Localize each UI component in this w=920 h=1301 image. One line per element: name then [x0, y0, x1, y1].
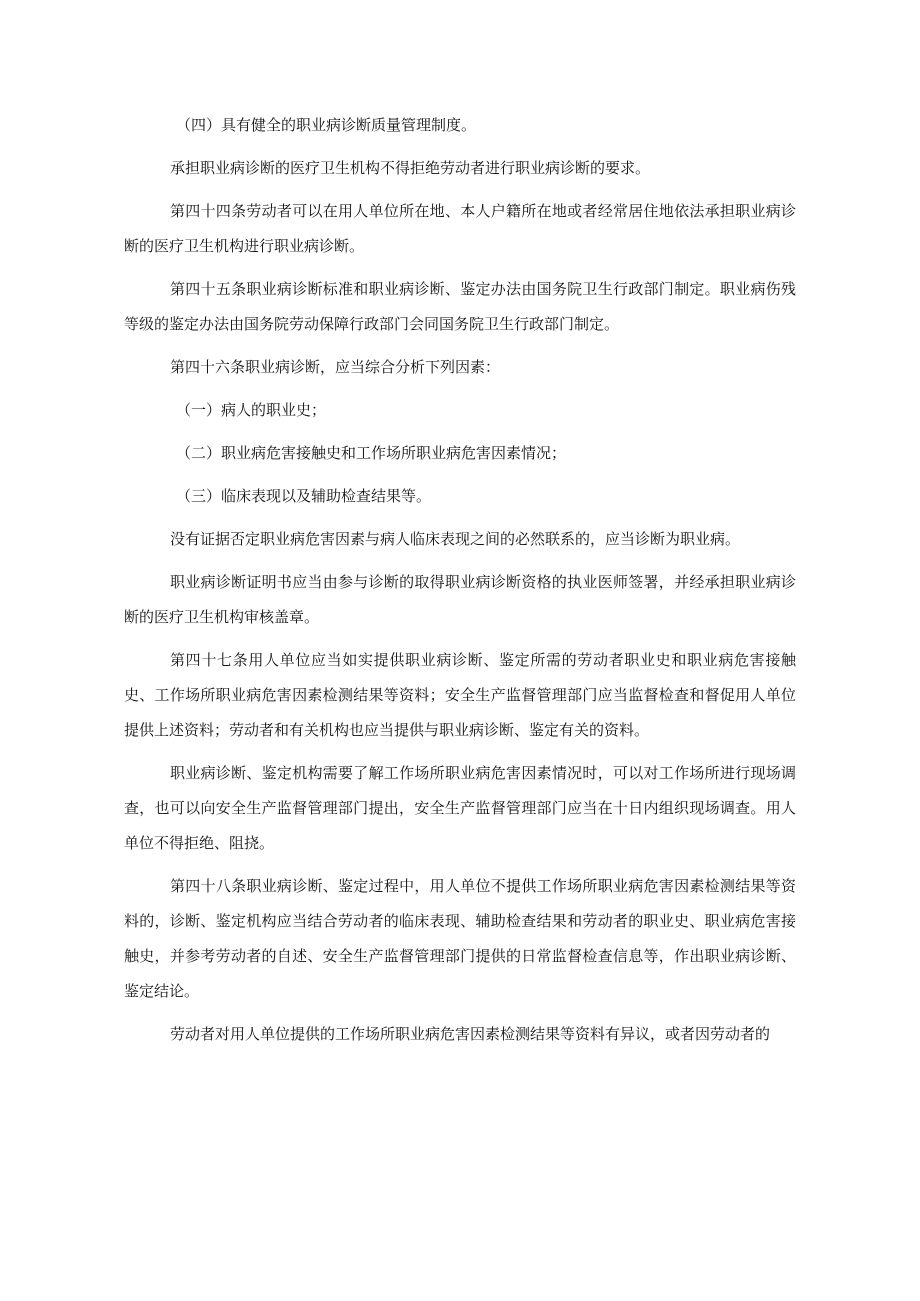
article-46-paragraph: 第四十六条职业病诊断，应当综合分析下列因素：	[170, 358, 501, 376]
paragraph: 承担职业病诊断的医疗卫生机构不得拒绝劳动者进行职业病诊断的要求。	[170, 159, 651, 177]
article-45-paragraph: 第四十五条职业病诊断标准和职业病诊断、鉴定办法由国务院卫生行政部门制定。职业病伤残等级的鉴定办法由国务院劳动保障行政部门会同国务院卫生行政部门制定。	[124, 280, 796, 333]
article-47-paragraph: 第四十七条用人单位应当如实提供职业病诊断、鉴定所需的劳动者职业史和职业病危害接触史、工作场所职业病危害因素检测结果等资料；安全生产监督管理部门应当监督检查和督促用人单位提供上述资料；劳动者和有关机构也应当提供与职业病诊断、鉴定有关的资料。	[124, 651, 796, 739]
paragraph: 职业病诊断证明书应当由参与诊断的取得职业病诊断资格的执业医师签署，并经承担职业病诊断的医疗卫生机构审核盖章。	[124, 573, 796, 626]
paragraph: 劳动者对用人单位提供的工作场所职业病危害因素检测结果等资料有异议，或者因劳动者的	[170, 1025, 771, 1043]
paragraph-item-one: （一）病人的职业史；	[176, 401, 327, 419]
article-44-paragraph: 第四十四条劳动者可以在用人单位所在地、本人户籍所在地或者经常居住地依法承担职业病诊断的医疗卫生机构进行职业病诊断。	[124, 202, 796, 255]
article-48-paragraph: 第四十八条职业病诊断、鉴定过程中，用人单位不提供工作场所职业病危害因素检测结果等资料的，诊断、鉴定机构应当结合劳动者的临床表现、辅助检查结果和劳动者的职业史、职业病危害接触史，并参考劳动者的自述、安全生产监督管理部门提供的日常监督检查信息等，作出职业病诊断、鉴定结论。	[124, 877, 796, 1000]
paragraph: 职业病诊断、鉴定机构需要了解工作场所职业病危害因素情况时，可以对工作场所进行现场调查，也可以向安全生产监督管理部门提出，安全生产监督管理部门应当在十日内组织现场调查。用人单位不得拒绝、阻挠。	[124, 764, 796, 852]
paragraph: 没有证据否定职业病危害因素与病人临床表现之间的必然联系的，应当诊断为职业病。	[170, 530, 741, 548]
paragraph-item-three: （三）临床表现以及辅助检查结果等。	[176, 487, 432, 505]
paragraph-item-four: （四）具有健全的职业病诊断质量管理制度。	[176, 116, 477, 134]
document-body	[124, 108, 796, 1052]
paragraph-item-two: （二）职业病危害接触史和工作场所职业病危害因素情况；	[176, 444, 567, 462]
